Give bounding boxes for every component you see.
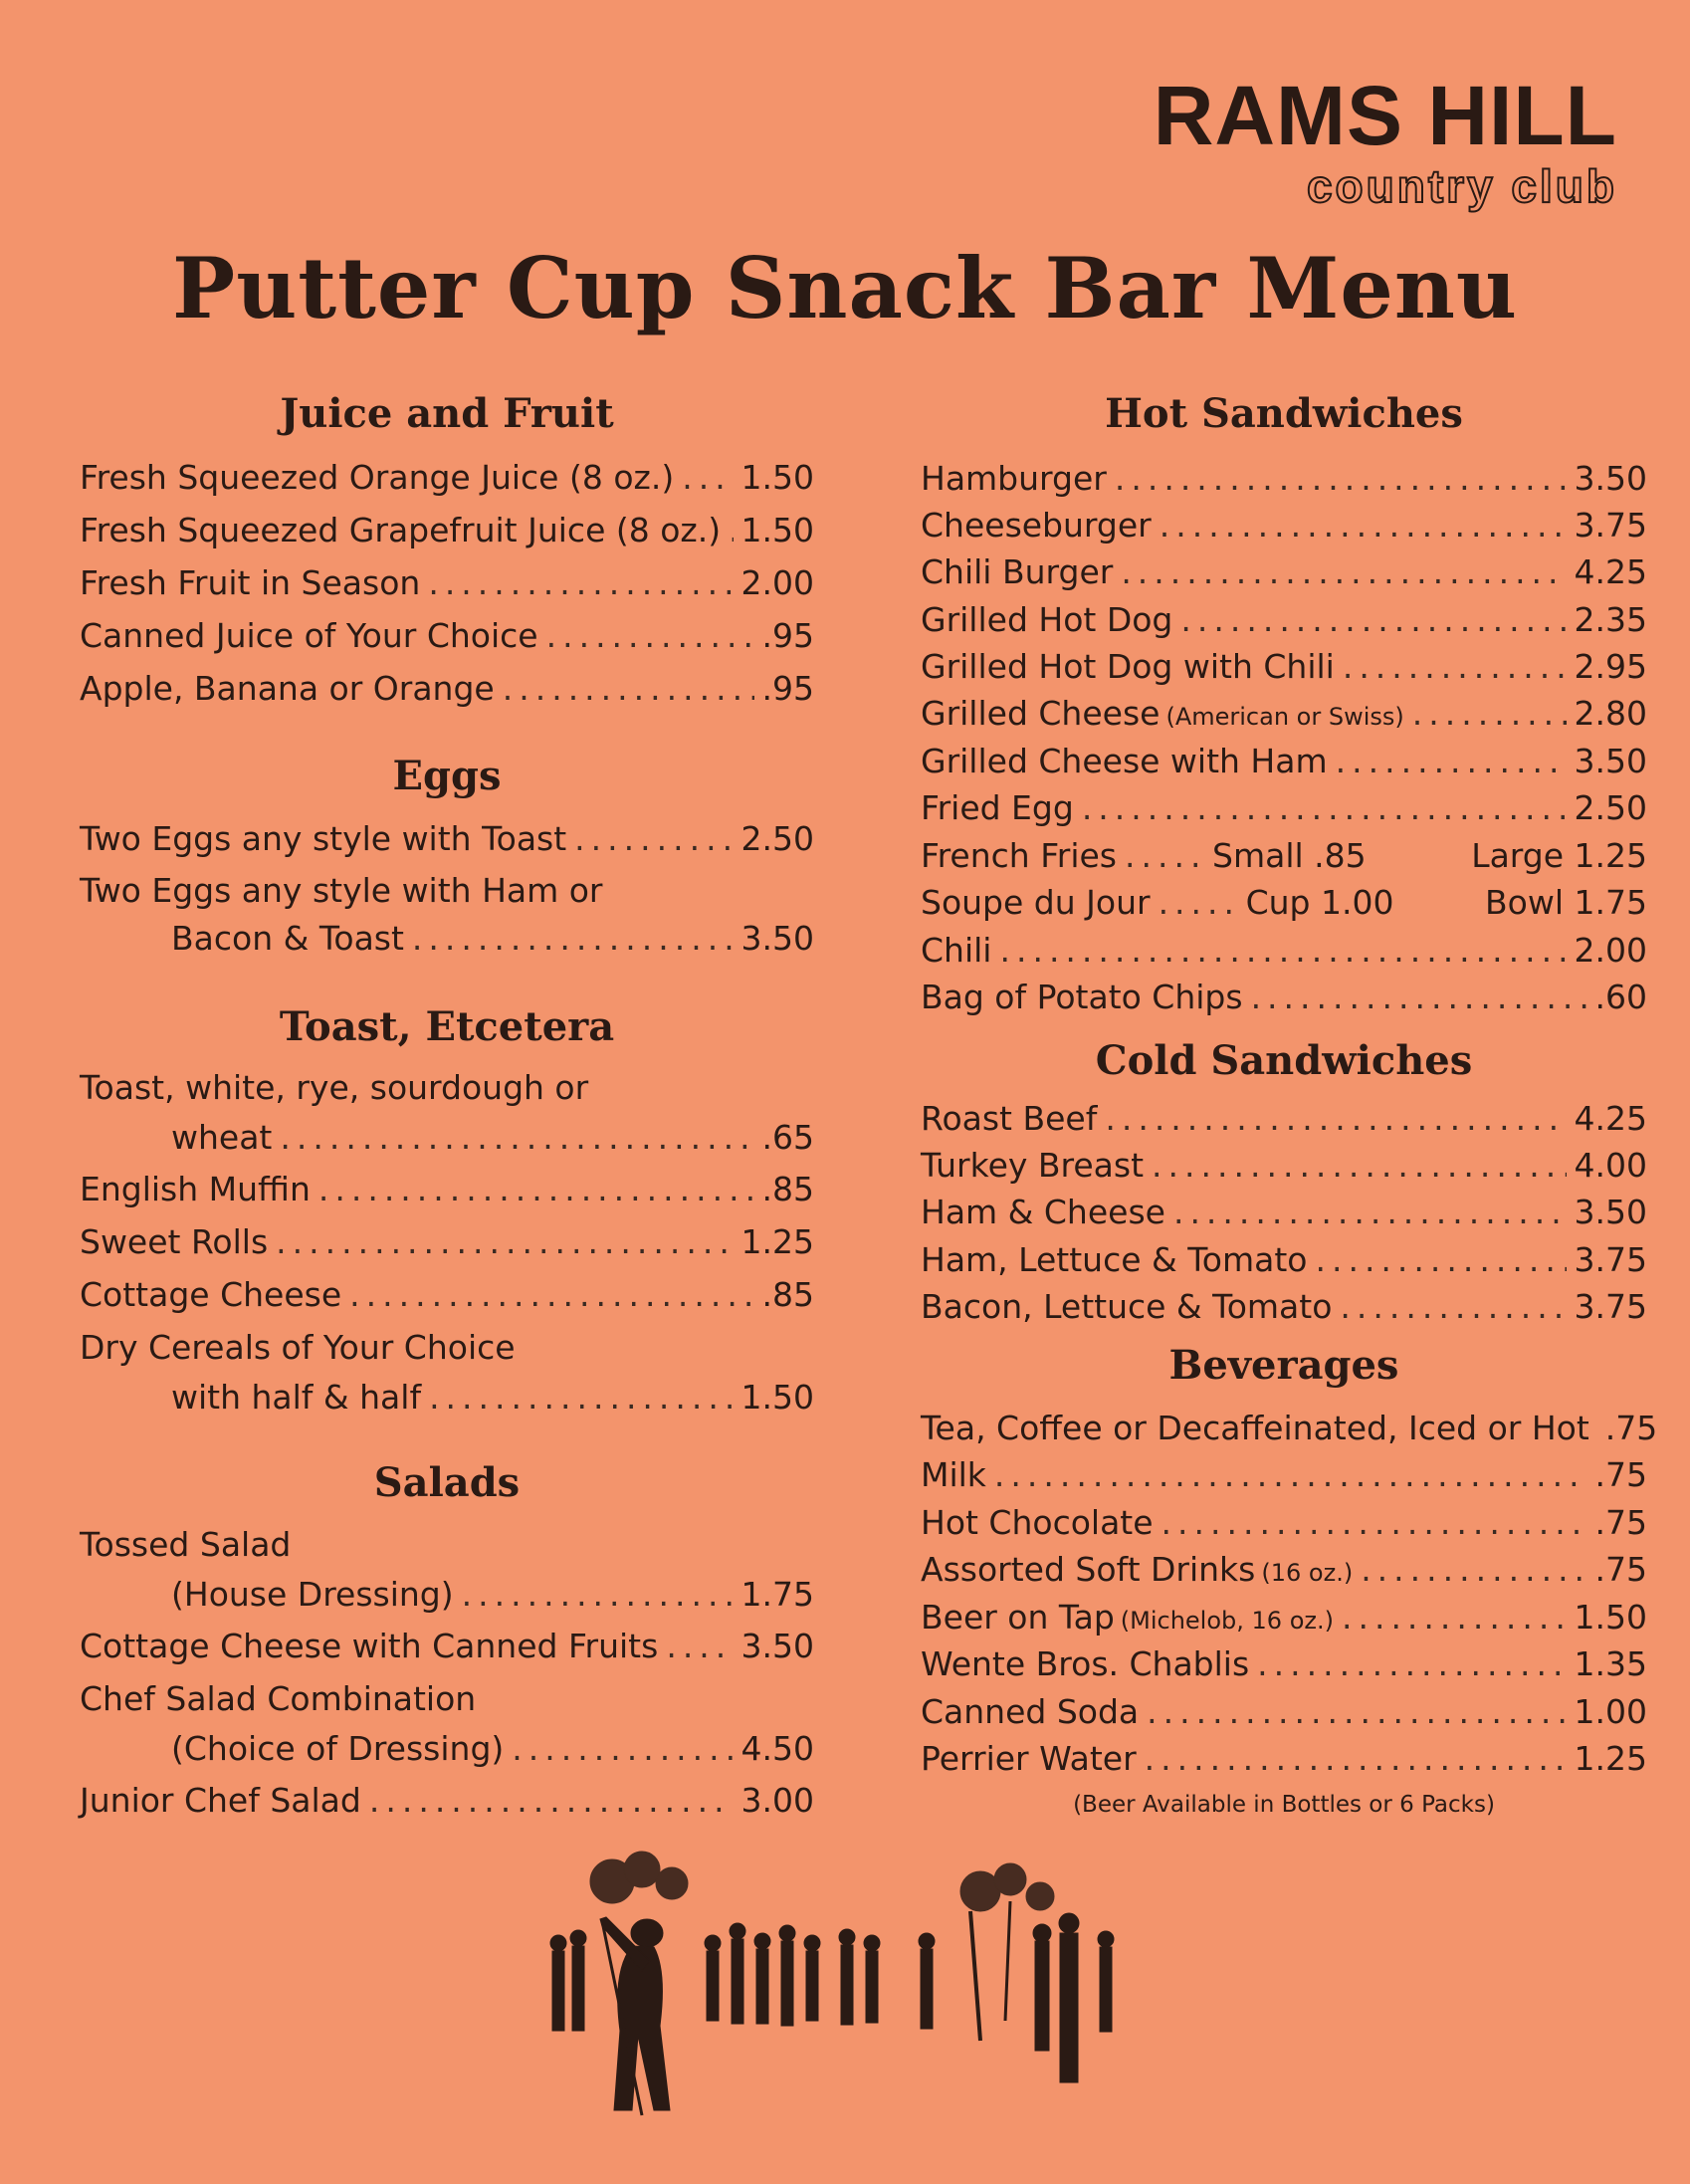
- menu-item: Ham, Lettuce & Tomato ..... 3.75: [921, 1235, 1647, 1285]
- brand-subtitle: country club: [1306, 160, 1617, 212]
- menu-item: Milk ..... .75: [921, 1450, 1647, 1500]
- brand-name: RAMS HILL: [1153, 69, 1617, 162]
- menu-item: Grilled Cheese (American or Swiss) ..... 2.80: [921, 689, 1647, 739]
- beverages-footnote: (Beer Available in Bottles or 6 Packs): [1073, 1792, 1495, 1818]
- menu-item: Cottage Cheese ..... .85: [80, 1270, 814, 1320]
- menu-item: English Muffin ..... .85: [80, 1165, 814, 1214]
- menu-item: Cottage Cheese with Canned Fruits ..... 3.50: [80, 1622, 814, 1671]
- menu-item: Hamburger ..... 3.50: [921, 454, 1647, 504]
- menu-item: Fresh Squeezed Grapefruit Juice (8 oz.) ..... 1.50: [80, 506, 814, 555]
- menu-item: Two Eggs any style with Ham or: [80, 871, 603, 910]
- section-title-juice: Juice and Fruit: [280, 390, 614, 437]
- menu-item: wheat ..... .65: [80, 1113, 814, 1163]
- menu-item: Turkey Breast ..... 4.00: [921, 1141, 1647, 1191]
- menu-item: Bag of Potato Chips ..... .60: [921, 973, 1647, 1022]
- menu-item: (House Dressing) ..... 1.75: [80, 1570, 814, 1620]
- section-title-salads: Salads: [373, 1459, 521, 1506]
- menu-item: Toast, white, rye, sourdough or: [80, 1068, 589, 1107]
- menu-item: Sweet Rolls ..... 1.25: [80, 1217, 814, 1267]
- menu-item: (Choice of Dressing) ..... 4.50: [80, 1724, 814, 1774]
- section-title-hot-sandwiches: Hot Sandwiches: [1105, 390, 1463, 437]
- menu-item: Chef Salad Combination: [80, 1679, 477, 1718]
- menu-item: Beer on Tap (Michelob, 16 oz.) ..... 1.50: [921, 1593, 1647, 1642]
- menu-item: Two Eggs any style with Toast ..... 2.50: [80, 814, 814, 864]
- section-title-eggs: Eggs: [392, 753, 502, 799]
- menu-item: Grilled Cheese with Ham ..... 3.50: [921, 737, 1647, 786]
- menu-item: Fried Egg ..... 2.50: [921, 783, 1647, 833]
- section-title-cold-sandwiches: Cold Sandwiches: [1095, 1037, 1473, 1084]
- menu-item: Wente Bros. Chablis ..... 1.35: [921, 1639, 1647, 1689]
- brand-logo: [1153, 69, 1617, 212]
- menu-item: Soupe du Jour ..... Cup 1.00 Bowl 1.75: [921, 878, 1647, 928]
- golfers-sketch-icon: [542, 1822, 1160, 2120]
- menu-item: Junior Chef Salad ..... 3.00: [80, 1776, 814, 1826]
- menu-item: Canned Juice of Your Choice ..... .95: [80, 611, 814, 661]
- menu-item: Chili Burger ..... 4.25: [921, 547, 1647, 597]
- menu-item: Fresh Fruit in Season ..... 2.00: [80, 558, 814, 608]
- menu-item: Tea, Coffee or Decaffeinated, Iced or Hot .75: [921, 1409, 1658, 1447]
- menu-item: Bacon & Toast ..... 3.50: [80, 914, 814, 964]
- section-title-toast: Toast, Etcetera: [279, 1003, 615, 1050]
- menu-item: Cheeseburger ..... 3.75: [921, 501, 1647, 550]
- menu-item: Perrier Water ..... 1.25: [921, 1734, 1647, 1784]
- golfer-figure-icon: [600, 1917, 670, 2115]
- menu-item: Roast Beef ..... 4.25: [921, 1094, 1647, 1144]
- page-title: Putter Cup Snack Bar Menu: [172, 239, 1518, 337]
- menu-item: Hot Chocolate ..... .75: [921, 1498, 1647, 1548]
- menu-item: Fresh Squeezed Orange Juice (8 oz.) ..... 1.50: [80, 453, 814, 503]
- menu-item: Bacon, Lettuce & Tomato ..... 3.75: [921, 1282, 1647, 1332]
- menu-item: Assorted Soft Drinks (16 oz.) ..... .75: [921, 1545, 1647, 1595]
- menu-item: Grilled Hot Dog ..... 2.35: [921, 595, 1647, 645]
- menu-item: Ham & Cheese ..... 3.50: [921, 1188, 1647, 1237]
- menu-item: Canned Soda ..... 1.00: [921, 1687, 1647, 1737]
- menu-item: Dry Cereals of Your Choice: [80, 1328, 516, 1367]
- section-title-beverages: Beverages: [1168, 1342, 1399, 1389]
- menu-item: with half & half ..... 1.50: [80, 1373, 814, 1422]
- menu-item: Grilled Hot Dog with Chili ..... 2.95: [921, 642, 1647, 692]
- tree-foliage-icon: [590, 1852, 1054, 1911]
- menu-item: Tossed Salad: [80, 1525, 292, 1564]
- menu-item: Apple, Banana or Orange ..... .95: [80, 664, 814, 714]
- menu-item: French Fries ..... Small .85 Large 1.25: [921, 831, 1647, 881]
- menu-item: Chili ..... 2.00: [921, 926, 1647, 976]
